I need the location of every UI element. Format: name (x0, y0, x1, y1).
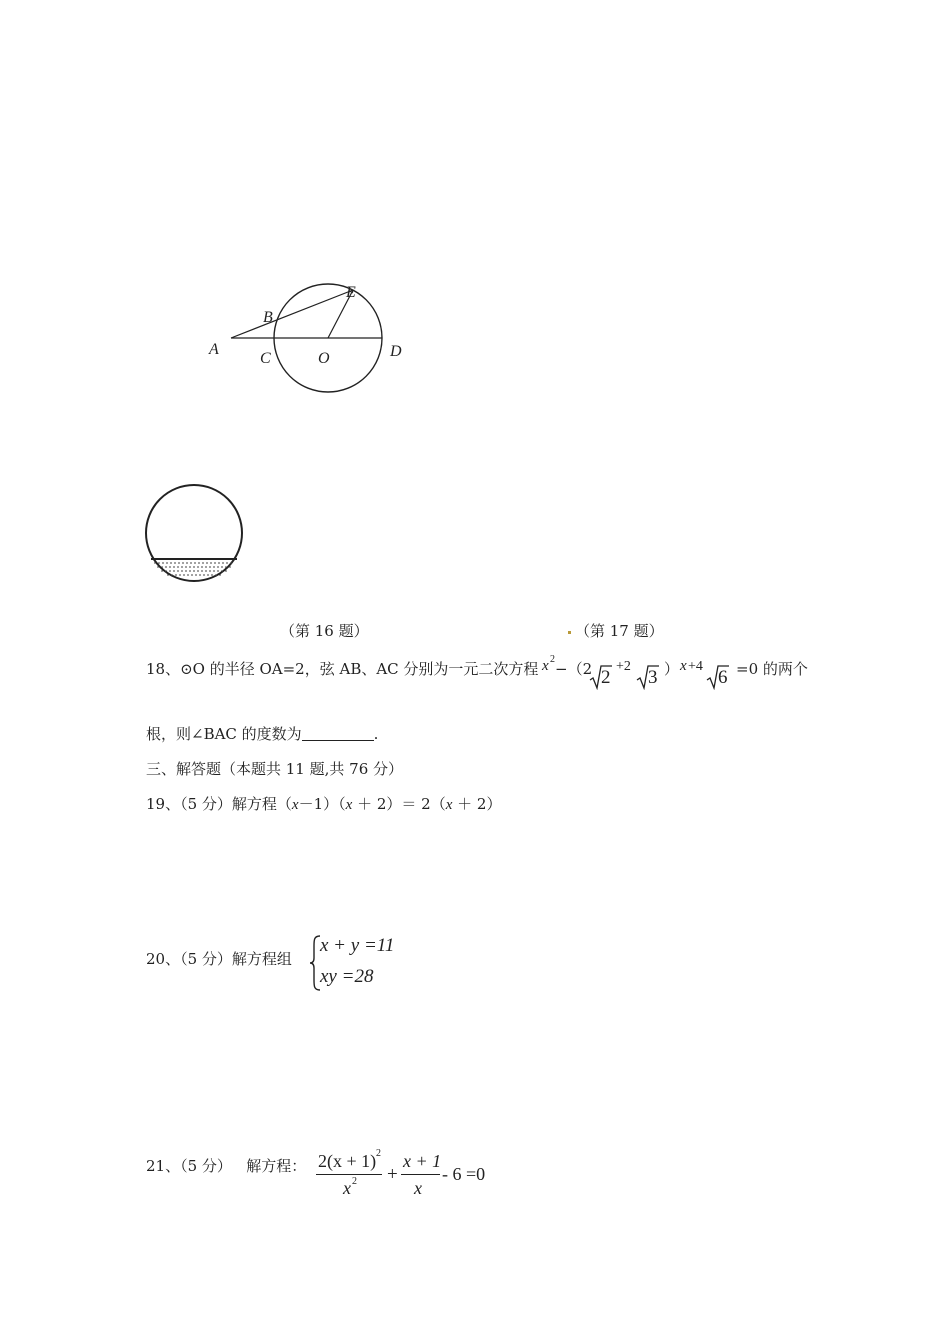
q18-line1 (146, 658, 538, 679)
caption-16: （第 16 题） (280, 622, 369, 640)
fig16-label-A: A (209, 341, 219, 358)
fig16-label-D: D (390, 343, 402, 360)
q21-tail: - 6 =0 (442, 1164, 486, 1184)
q18-plus4: +4 (688, 659, 703, 674)
fig16-label-C: C (260, 350, 271, 367)
q19-x1: x (291, 797, 299, 813)
q18-close: ） (664, 660, 680, 678)
q18-tail: =0 的两个 (736, 660, 808, 678)
q20-prefix: 20、（5 分）解方程组 (146, 950, 292, 968)
q21-frac1-bar (316, 1174, 382, 1175)
fig16-label-O: O (318, 350, 330, 367)
q21-prefix: 21、（5 分） 解方程： (146, 1157, 307, 1175)
q18-rad6: 6 (718, 667, 728, 688)
q18-line2-suffix: . (373, 725, 379, 743)
fig16-label-B: B (263, 309, 273, 326)
q19-line (146, 793, 501, 814)
q18-x: x (680, 658, 687, 674)
figure-16 (200, 275, 420, 395)
answer-blank[interactable] (302, 726, 374, 741)
q18-sup2: 2 (550, 654, 555, 665)
q18-line2-prefix: 根，则∠BAC 的度数为 (146, 725, 302, 743)
q18-line2 (146, 723, 378, 744)
q19-x2: x (345, 797, 353, 813)
section-3-heading: 三、解答题（本题共 11 题,共 76 分） (146, 760, 404, 778)
q21-num1-sup: 2 (376, 1148, 381, 1159)
q19-x3: x (445, 797, 453, 813)
q20-eq2: xy =28 (320, 966, 374, 987)
q18-minus-paren: −（2 (555, 660, 593, 678)
q21-den1-sup: 2 (352, 1176, 357, 1187)
q18-plus2: +2 (616, 659, 631, 674)
q21-den1: x (343, 1178, 351, 1198)
q19-prefix: 19、（5 分）解方程（ (146, 795, 292, 813)
q19-m1: －1）（ (298, 795, 346, 813)
figure-17 (140, 476, 250, 594)
caption-17: （第 17 题） (575, 622, 664, 640)
q18-rad2: 2 (601, 667, 611, 688)
fig16-label-E: E (346, 284, 356, 301)
q18-rad3: 3 (648, 667, 658, 688)
q21-frac2-bar (401, 1174, 440, 1175)
q18-prefix: 18、⊙O 的半径 OA=2，弦 AB、AC 分别为一元二次方程 (146, 660, 539, 678)
dot-mark (568, 631, 571, 634)
q21-num2: x + 1 (403, 1151, 442, 1171)
q18-x2: x (542, 658, 549, 674)
q19-m3: ＋ 2） (452, 795, 502, 813)
q21-den2: x (414, 1178, 422, 1198)
q20-eq1: x + y =11 (320, 935, 395, 956)
q21-plus: + (387, 1164, 398, 1185)
q19-m2: ＋ 2）＝ 2（ (352, 795, 446, 813)
q21-num1: 2(x + 1) (318, 1151, 377, 1171)
